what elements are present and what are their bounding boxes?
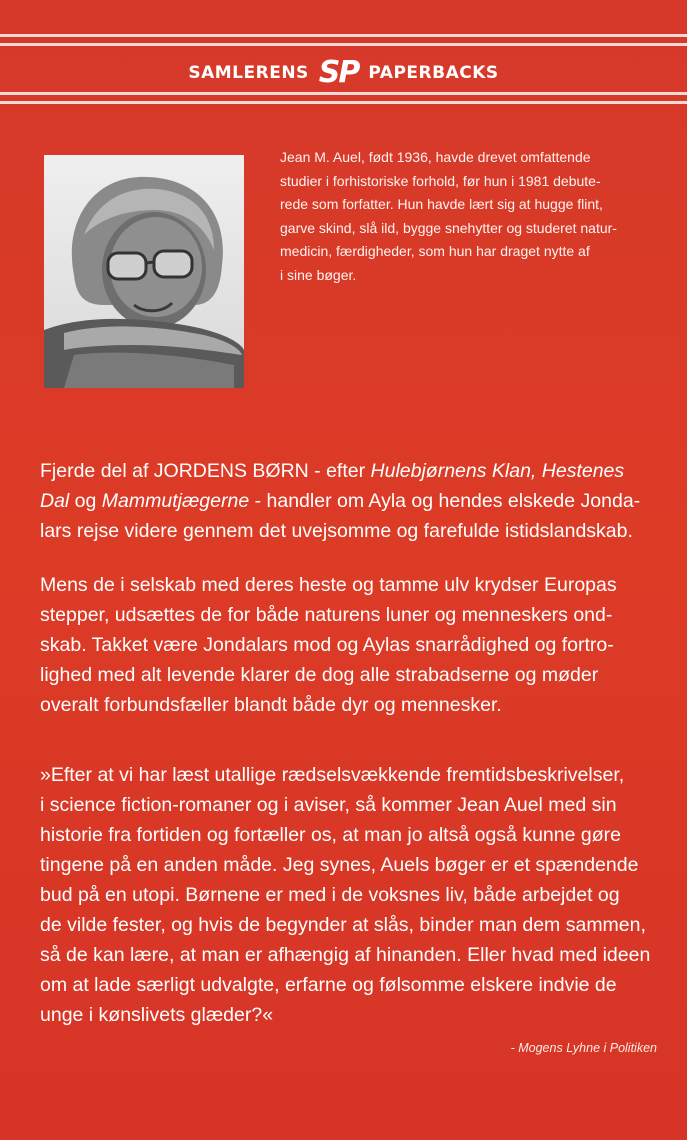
quote-line: i science fiction-romaner og i aviser, så kommer Jean Auel med sin [40,794,617,816]
quote-line: unge i kønslivets glæder?« [40,1004,274,1026]
quote-line: historie fra fortiden og fortæller os, at man jo altså også kunne gøre [40,824,621,846]
quote-line: tingene på en anden måde. Jeg synes, Auels bøger er et spændende [40,854,639,876]
blurb-line [40,456,650,486]
bio-line: studier i forhistoriske forhold, før hun i 1981 debute- [280,172,601,189]
book-title: Hulebjørnens Klan, Hestenes [370,460,625,482]
blurb-line: lars rejse videre gennem det uvejsomme og farefulde istidslandskab. [40,520,633,542]
blurb-line: overalt forbundsfæller blandt både dyr og mennesker. [40,694,502,716]
bio-line: rede som forfatter. Hun havde lært sig at hugge flint, [280,196,603,212]
bio-line: medicin, færdigheder, som hun har draget nytte af [280,243,590,259]
blurb-line: stepper, udsættes de for både naturens luner og menneskers ond- [40,604,613,626]
header-rule-bottom-2 [0,101,687,104]
brand-right-text: PAPERBACKS [368,63,499,83]
quote-line: bud på en utopi. Børnene er med i de voksnes liv, både arbejdet og [40,884,620,906]
blurb-line: skab. Takket være Jondalars mod og Aylas snarrådighed og fortro- [40,634,614,656]
author-photo [44,155,244,388]
book-title: Dal [40,490,70,512]
brand-left-text: SAMLERENS [188,63,309,83]
blurb-line: Mens de i selskab med deres heste og tamme ulv krydser Europas [40,574,617,596]
blurb-paragraph-2 [40,570,650,720]
blurb-paragraph-1 [40,456,650,546]
quote-credit: - Mogens Lyhne i Politiken [510,1041,657,1055]
quote-line: de vilde fester, og hvis de begynder at slås, binder man dem sammen, [40,914,646,936]
book-title: Mammutjægerne [101,490,250,512]
bio-line: i sine bøger. [280,266,357,283]
blurb-text: Fjerde del af JORDENS BØRN - efter [40,460,371,482]
bio-line: Jean M. Auel, født 1936, havde drevet omfattende [280,149,591,165]
blurb-line [40,486,650,516]
blurb-text: - handler om Ayla og hendes elskede Jonda- [249,490,641,512]
blurb-text: og [69,490,102,512]
quote-line: »Efter at vi har læst utallige rædselsvækkende fremtidsbeskrivelser, [40,764,625,786]
quote-line: så de kan lære, at man er afhængig af hinanden. Eller hvad med ideen [40,944,651,966]
author-portrait-image [44,155,244,388]
header-rule-top-2 [0,43,687,46]
quote-line: om at lade særligt udvalgte, erfarne og følsomme elskere indvie de [40,974,617,996]
blurb-line: lighed med alt levende klarer de dog alle strabadserne og møder [40,664,599,686]
header-rule-bottom [0,92,687,95]
bio-line: garve skind, slå ild, bygge snehytter og studeret natur- [280,219,617,236]
publisher-banner [0,56,687,90]
author-bio [280,146,650,287]
sp-logo: SP [318,55,359,90]
review-quote [40,760,650,1030]
header-rule-top [0,34,687,37]
